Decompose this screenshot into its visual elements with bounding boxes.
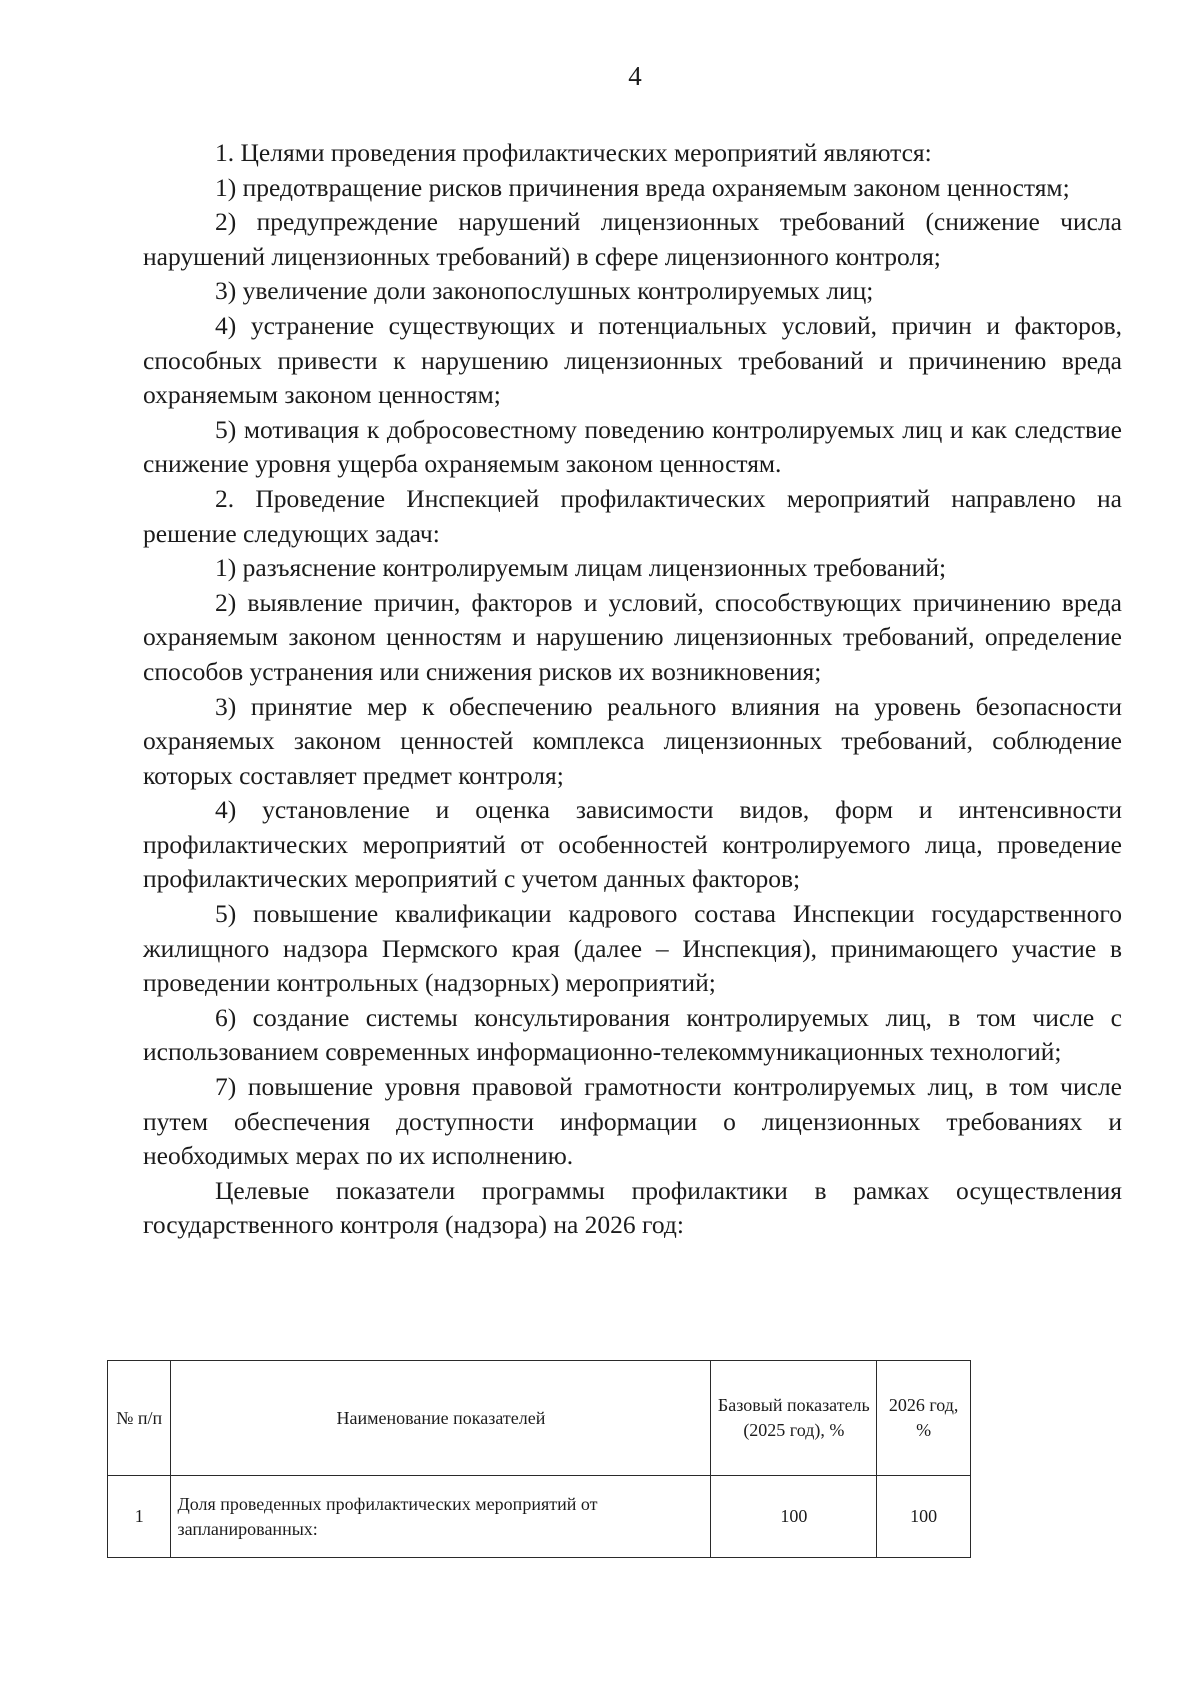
cell-indicator-name: Доля проведенных профилактических мероприятий от запланированных: [171,1476,711,1558]
cell-number: 1 [108,1476,171,1558]
paragraph-tasks-heading: 2. Проведение Инспекцией профилактических мероприятий направлено на решение следующих задач: [143,483,1122,548]
table-header [108,1361,971,1476]
paragraph-goal-4: 4) устранение существующих и потенциальных условий, причин и факторов, способных привести к нарушению лицензионных требований и причинению вреда охраняемым законом ценностям; [143,310,1122,410]
table-row [108,1476,971,1558]
paragraph-task-2: 2) выявление причин, факторов и условий, способствующих причинению вреда охраняемым законом ценностям и нарушению лицензионных требований, определение способов устранения или снижения рисков их возникновения; [143,587,1122,686]
cell-year-value: 100 [877,1476,971,1558]
header-base-value: Базовый показатель (2025 год), % [711,1361,877,1476]
header-indicator-name: Наименование показателей [171,1361,711,1476]
paragraph-goal-3: 3) увеличение доли законопослушных контролируемых лиц; [215,276,874,306]
paragraph-goal-2: 2) предупреждение нарушений лицензионных требований (снижение числа нарушений лицензионных требований) в сфере лицензионного контроля; [143,207,1122,271]
paragraph-task-3: 3) принятие мер к обеспечению реального влияния на уровень безопасности охраняемых законом ценностей комплекса лицензионных требований, соблюдение которых составляет предмет контроля; [143,691,1122,790]
cell-base-value: 100 [711,1476,877,1558]
paragraph-task-1: 1) разъяснение контролируемым лицам лицензионных требований; [215,553,947,583]
document-body [143,136,1122,1243]
table-header-row [108,1361,971,1476]
header-number: № п/п [108,1361,171,1476]
paragraph-goals-heading: 1. Целями проведения профилактических мероприятий являются: [215,138,932,167]
table-body [108,1476,971,1558]
paragraph-indicators-intro: Целевые показатели программы профилактики в рамках осуществления государственного контроля (надзора) на 2026 год: [143,1175,1122,1240]
paragraph-goal-1: 1) предотвращение рисков причинения вреда охраняемым законом ценностям; [215,172,1070,202]
page-number: 4 [628,61,642,91]
paragraph-task-7: 7) повышение уровня правовой грамотности контролируемых лиц, в том числе путем обеспечения доступности информации о лицензионных требованиях и необходимых мерах по их исполнению. [143,1072,1122,1171]
paragraph-task-5: 5) повышение квалификации кадрового состава Инспекции государственного жилищного надзора Пермского края (далее – Инспекция), принимающего участие в проведении контрольных (надзорных) мероприятий; [143,899,1122,998]
paragraph-task-4: 4) установление и оценка зависимости видов, форм и интенсивности профилактических мероприятий от особенностей контролируемого лица, проведение профилактических мероприятий с учетом данных факторов; [143,795,1122,894]
paragraph-goal-5: 5) мотивация к добросовестному поведению контролируемых лиц и как следствие снижение уровня ущерба охраняемым законом ценностям. [143,414,1122,479]
paragraph-task-6: 6) создание системы консультирования контролируемых лиц, в том числе с использованием современных информационно-телекоммуникационных технологий; [143,1002,1122,1067]
header-year-value: 2026 год, % [877,1361,971,1476]
indicators-table [107,1360,971,1558]
